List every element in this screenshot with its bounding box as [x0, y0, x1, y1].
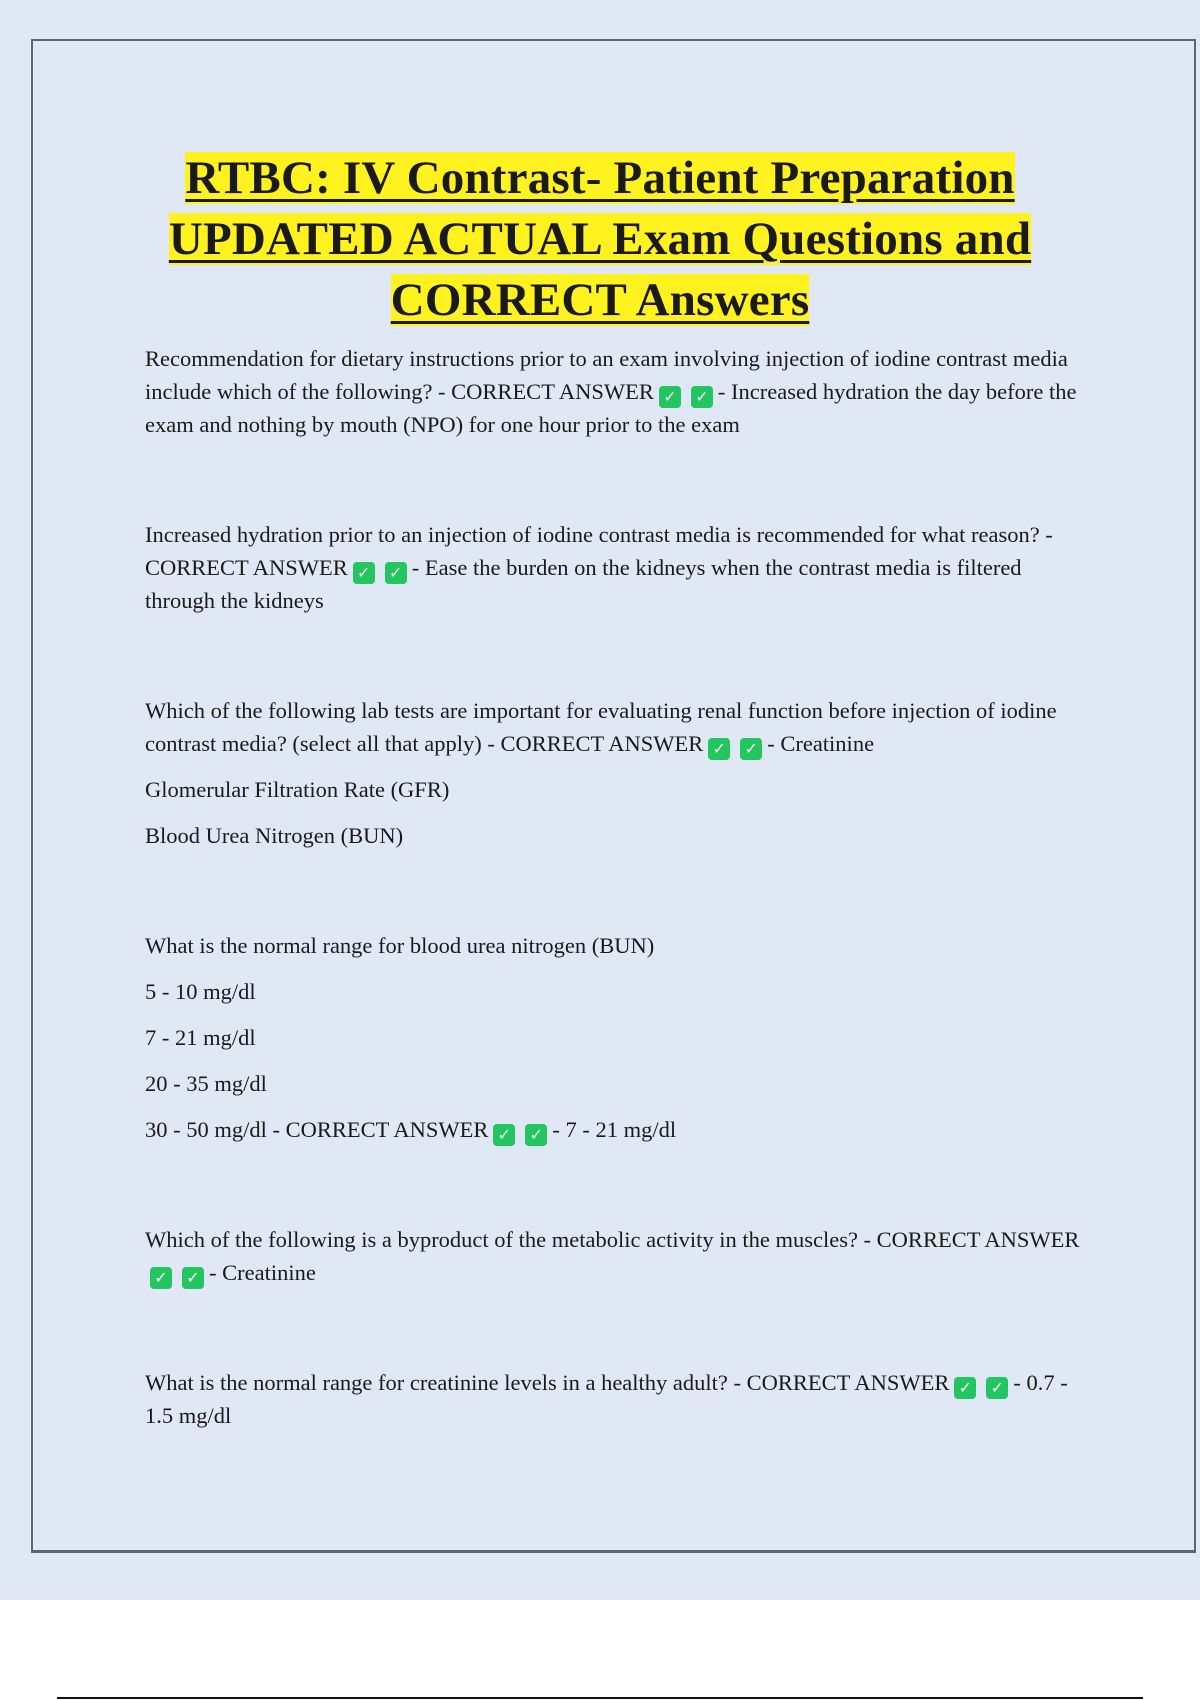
check-icon: ✓ [150, 1267, 172, 1289]
answer-text: - Creatinine [767, 731, 875, 756]
option-line: 30 - 50 mg/dl - CORRECT ANSWER [145, 1117, 489, 1142]
check-icon: ✓ [691, 386, 713, 408]
qa-paragraph [145, 1366, 1090, 1432]
footer-rule [57, 1697, 1143, 1699]
document-title [60, 148, 1140, 331]
title-line-3: CORRECT Answers [390, 274, 810, 326]
question-text: What is the normal range for creatinine levels in a healthy adult? - CORRECT ANSWER [145, 1370, 950, 1395]
qa-list [145, 342, 1090, 1432]
check-icon: ✓ [525, 1124, 547, 1146]
question-text: Increased hydration prior to an injection of iodine contrast media is recommended for what reason? - CORRECT ANSWER [145, 522, 1053, 580]
question-text: Recommendation for dietary instructions prior to an exam involving injection of iodine contrast media include which of the following? - CORRECT ANSWER [145, 346, 1068, 404]
title-line-1: RTBC: IV Contrast- Patient Preparation [185, 152, 1015, 204]
qa-paragraph [145, 518, 1090, 617]
check-icon: ✓ [986, 1377, 1008, 1399]
check-icon: ✓ [182, 1267, 204, 1289]
qa-paragraph [145, 694, 1090, 760]
answer-text: - Ease the burden on the kidneys when the contrast media is filtered through the kidneys [145, 555, 1022, 613]
qa-item [145, 1223, 1090, 1289]
option-line: 7 - 21 mg/dl [145, 1025, 256, 1050]
check-icon: ✓ [954, 1377, 976, 1399]
question-text: Which of the following is a byproduct of the metabolic activity in the muscles? - CORRECT ANSWER [145, 1227, 1080, 1252]
qa-item [145, 694, 1090, 852]
qa-item [145, 518, 1090, 617]
answer-line: Blood Urea Nitrogen (BUN) [145, 823, 404, 848]
answer-line: Glomerular Filtration Rate (GFR) [145, 777, 450, 802]
qa-paragraph [145, 1113, 1090, 1146]
qa-paragraph [145, 342, 1090, 441]
check-icon: ✓ [708, 738, 730, 760]
check-icon: ✓ [740, 738, 762, 760]
option-line: 5 - 10 mg/dl [145, 979, 256, 1004]
qa-item [145, 342, 1090, 441]
check-icon: ✓ [385, 562, 407, 584]
qa-item [145, 1366, 1090, 1432]
qa-item [145, 929, 1090, 1146]
title-line-2: UPDATED ACTUAL Exam Questions and [168, 213, 1032, 265]
check-icon: ✓ [493, 1124, 515, 1146]
option-line: 20 - 35 mg/dl [145, 1071, 267, 1096]
question-text: What is the normal range for blood urea nitrogen (BUN) [145, 933, 655, 958]
check-icon: ✓ [659, 386, 681, 408]
question-text: Which of the following lab tests are important for evaluating renal function before injection of iodine contrast media? (select all that apply) - CORRECT ANSWER [145, 698, 1057, 756]
answer-text: - Creatinine [209, 1260, 316, 1285]
answer-text: - 0.7 - 1.5 mg/dl [145, 1370, 1068, 1428]
qa-paragraph [145, 1223, 1090, 1289]
answer-text: - Increased hydration the day before the exam and nothing by mouth (NPO) for one hour prior to the exam [145, 379, 1077, 437]
check-icon: ✓ [353, 562, 375, 584]
answer-text: - 7 - 21 mg/dl [552, 1117, 677, 1142]
